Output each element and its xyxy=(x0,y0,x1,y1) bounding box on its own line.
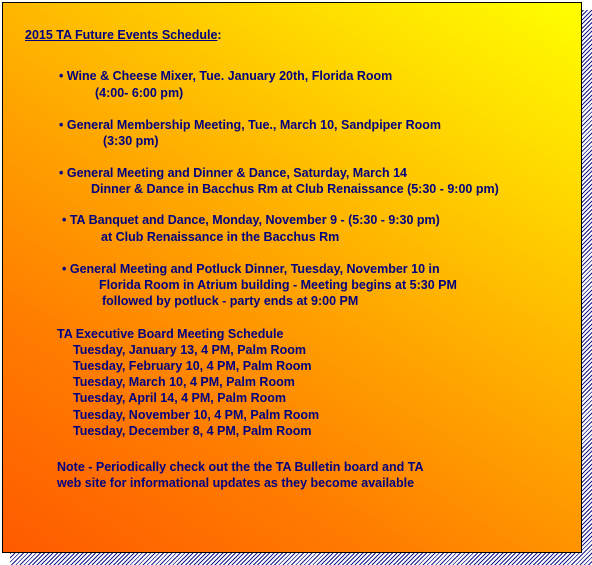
note-line-1: Note - Periodically check out the the TA Bulletin board and TA xyxy=(57,460,424,474)
event-1-line-2: (4:00- 6:00 pm) xyxy=(95,86,184,100)
board-meeting-6: Tuesday, December 8, 4 PM, Palm Room xyxy=(73,424,312,438)
board-heading: TA Executive Board Meeting Schedule xyxy=(57,327,284,341)
board-meeting-3: Tuesday, March 10, 4 PM, Palm Room xyxy=(73,375,295,389)
note-line-2: web site for informational updates as they become available xyxy=(57,476,415,490)
event-2-line-1: • General Membership Meeting, Tue., March 10, Sandpiper Room xyxy=(59,118,442,132)
event-5-line-1: • General Meeting and Potluck Dinner, Tuesday, November 10 in xyxy=(62,262,440,276)
schedule-panel xyxy=(2,2,582,553)
event-5-line-3: followed by potluck - party ends at 9:00 PM xyxy=(102,294,359,308)
schedule-title-row xyxy=(25,27,222,43)
schedule-title: 2015 TA Future Events Schedule xyxy=(25,28,218,42)
event-3-line-2: Dinner & Dance in Bacchus Rm at Club Renaissance (5:30 - 9:00 pm) xyxy=(91,182,499,196)
event-3-line-1: • General Meeting and Dinner & Dance, Saturday, March 14 xyxy=(59,166,407,180)
event-4-line-2: at Club Renaissance in the Bacchus Rm xyxy=(101,230,340,244)
event-4-line-1: • TA Banquet and Dance, Monday, November 9 - (5:30 - 9:30 pm) xyxy=(62,213,440,227)
event-2-line-2: (3:30 pm) xyxy=(103,134,159,148)
event-1-line-1: • Wine & Cheese Mixer, Tue. January 20th, Florida Room xyxy=(59,69,393,83)
board-meeting-2: Tuesday, February 10, 4 PM, Palm Room xyxy=(73,359,312,373)
event-5-line-2: Florida Room in Atrium building - Meeting begins at 5:30 PM xyxy=(99,278,457,292)
board-meeting-5: Tuesday, November 10, 4 PM, Palm Room xyxy=(73,408,320,422)
board-meeting-4: Tuesday, April 14, 4 PM, Palm Room xyxy=(73,391,287,405)
schedule-title-colon: : xyxy=(217,28,222,42)
board-meeting-1: Tuesday, January 13, 4 PM, Palm Room xyxy=(73,343,306,357)
